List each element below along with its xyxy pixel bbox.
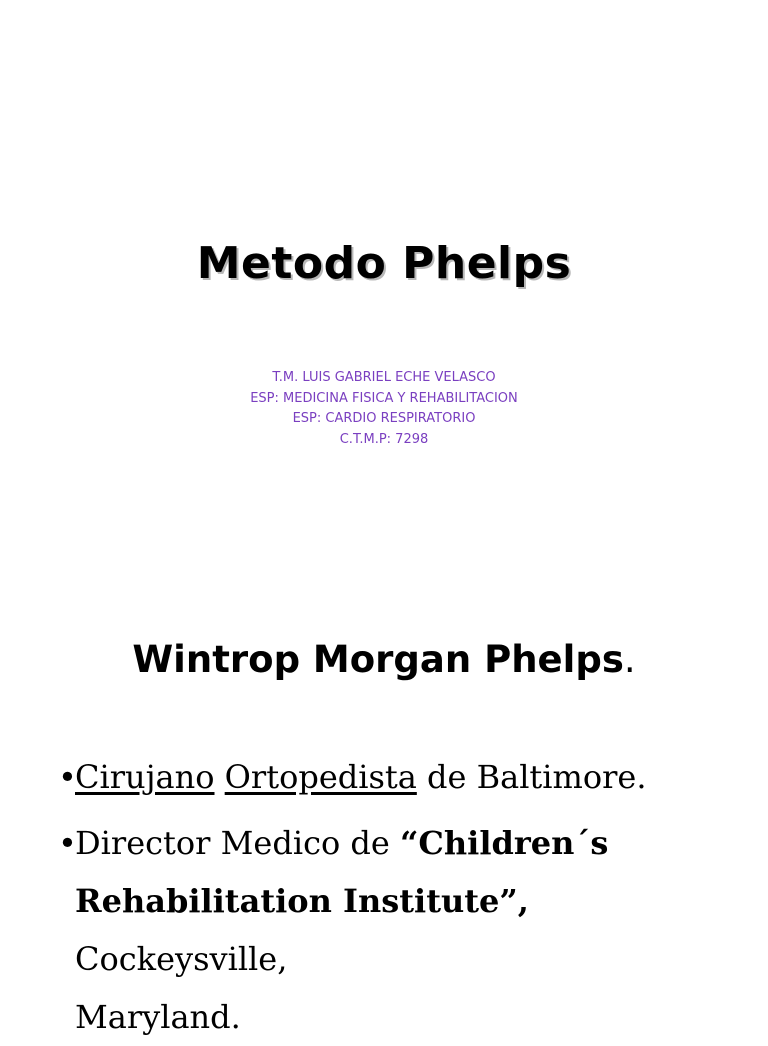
bullet-item-surgeon	[58, 748, 748, 806]
bullet-institute-name-1: “Children´s	[400, 824, 609, 862]
bullet-item-director	[58, 814, 748, 1046]
content-slide	[0, 512, 768, 1036]
bullet-text-baltimore: de Baltimore.	[416, 758, 647, 796]
section-heading-period: .	[623, 638, 636, 681]
title-slide	[0, 0, 768, 512]
bullet-word-cirujano: Cirujano	[75, 758, 215, 796]
credit-line-specialty-1: ESP: MEDICINA FISICA Y REHABILITACION	[250, 390, 518, 406]
section-heading	[0, 638, 768, 681]
bullet-list	[58, 748, 748, 1046]
bullet-marker: •	[58, 824, 77, 862]
credit-line-specialty-2: ESP: CARDIO RESPIRATORIO	[292, 411, 476, 426]
bullet-institute-name-2: Rehabilitation Institute”,	[75, 882, 529, 920]
bullet-text-director: Director Medico de	[75, 824, 401, 862]
credit-line-license: C.T.M.P: 7298	[339, 431, 429, 447]
bullet-text-state: Maryland.	[75, 998, 241, 1036]
bullet-text-city: Cockeysville,	[75, 940, 288, 978]
slide-title: Metodo Phelps	[196, 238, 572, 289]
bullet-marker: •	[58, 758, 77, 796]
section-heading-text: Wintrop Morgan Phelps	[132, 638, 624, 681]
bullet-word-ortopedista: Ortopedista	[224, 758, 417, 796]
author-credits	[0, 368, 768, 450]
credit-line-name: T.M. LUIS GABRIEL ECHE VELASCO	[272, 370, 496, 385]
